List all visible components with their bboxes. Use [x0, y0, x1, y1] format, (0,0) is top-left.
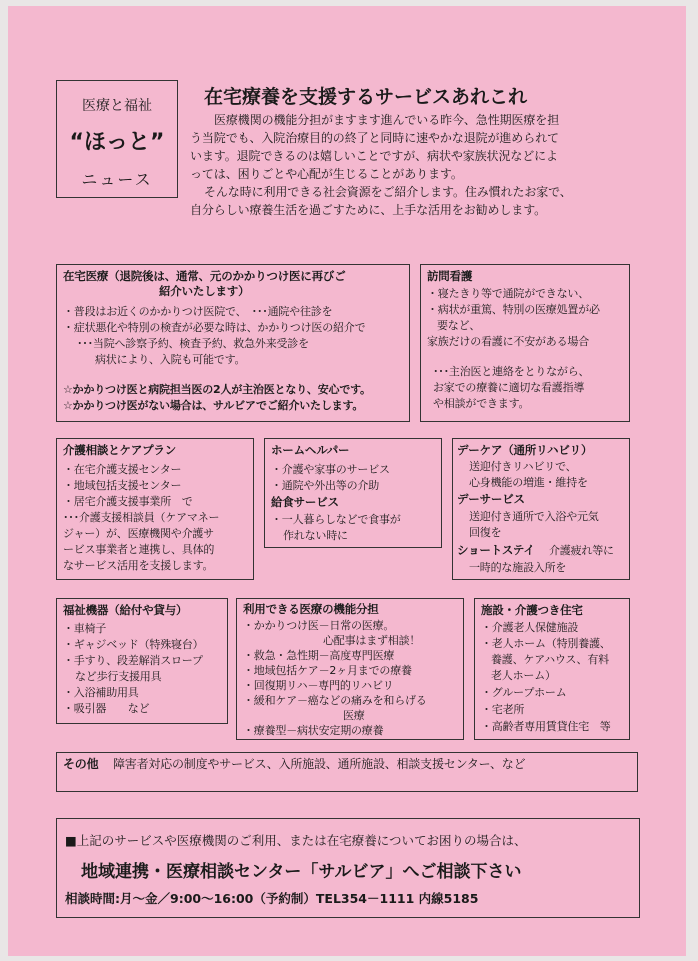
- contact-box: [56, 818, 640, 918]
- meal-service-line: ・一人暮らしなどで食事が: [271, 513, 401, 526]
- medical-functions-box: [236, 598, 464, 740]
- home-nursing-line: ･･･主治医と連絡をとりながら、: [433, 365, 590, 378]
- care-consult-line: ジャー）が、医療機関や介護サ: [63, 527, 214, 540]
- home-helper-line: ・通院や外出等の介助: [271, 479, 379, 492]
- home-nursing-line: 家族だけの看護に不安がある場合: [427, 335, 589, 348]
- facilities-line: ・介護老人保健施設: [481, 621, 579, 634]
- care-consult-line: なサービス活用を支援します。: [63, 559, 214, 572]
- facilities-line: ・グループホーム: [481, 686, 567, 699]
- medical-functions-line: ・回復期リハ－専門的リハビリ: [243, 679, 394, 692]
- home-medical-line: 病状により、入院も可能です。: [95, 353, 246, 366]
- medical-functions-line: ・かかりつけ医－日常の医療。: [243, 619, 395, 632]
- home-medical-note: ☆かかりつけ医と病院担当医の2人が主治医となり、安心です。: [63, 383, 371, 396]
- home-helper-line: ・介護や家事のサービス: [271, 463, 390, 476]
- contact-line3: 相談時間:月～金／9:00～16:00（予約制）TEL354－1111 内線5185: [65, 891, 479, 906]
- day-service-line: 回復を: [469, 526, 502, 539]
- meal-service-heading: 給食サービス: [271, 495, 339, 509]
- home-medical-heading: 在宅医療（退院後は、通常、元のかかりつけ医に再びご: [63, 269, 346, 283]
- welfare-equipment-line: ・車椅子: [63, 622, 107, 635]
- facilities-line: ・高齢者専用賃貸住宅 等: [481, 720, 611, 733]
- home-medical-line: ･･･当院へ診察予約、検査予約、救急外来受診を: [77, 337, 309, 350]
- medical-functions-line: 心配事はまず相談！: [323, 634, 421, 647]
- masthead-line1: 医療と福祉: [82, 98, 152, 114]
- facilities-line: ・老人ホーム（特別養護、: [481, 637, 611, 650]
- care-consult-box: [56, 438, 254, 580]
- welfare-equipment-line: ・ギャジベッド（特殊寝台）: [63, 638, 204, 651]
- contact-line1: ■上記のサービスや医療機関のご利用、または在宅療養についてお困りの場合は、: [65, 833, 527, 848]
- contact-line2: 地域連携・医療相談センター「サルビア」へご相談下さい: [81, 862, 522, 882]
- intro-line: っては、困りごとや心配が生じることがあります。: [190, 167, 463, 181]
- welfare-equipment-heading: 福祉機器（給付や貸与）: [63, 603, 188, 617]
- facilities-heading: 施設・介護つき住宅: [481, 603, 583, 617]
- medical-functions-heading: 利用できる医療の機能分担: [243, 602, 379, 616]
- masthead-line2: “ほっと”: [69, 130, 165, 155]
- welfare-equipment-line: ・吸引器 など: [63, 702, 150, 715]
- home-nursing-line: ・病状が重篤、特別の医療処置が必: [427, 303, 600, 316]
- intro-line: 医療機関の機能分担がますます進んでいる昨今、急性期医療を担: [214, 113, 560, 127]
- facilities-box: [474, 598, 630, 740]
- main-title: 在宅療養を支援するサービスあれこれ: [204, 86, 528, 108]
- medical-functions-line: 医療: [343, 709, 365, 722]
- care-consult-line: ・在宅介護支援センター: [63, 463, 182, 476]
- home-medical-line: ・普段はお近くのかかりつけ医院で、 ･･･通院や往診を: [63, 305, 333, 318]
- facilities-line: 老人ホーム）: [491, 669, 556, 682]
- intro-line: 自分らしい療養生活を過ごすために、上手な活用をお勧めします。: [190, 203, 547, 217]
- day-care-line: 心身機能の増進・維持を: [469, 476, 588, 489]
- short-stay-heading: ショートステイ: [457, 543, 535, 557]
- welfare-equipment-line: ・手すり、段差解消スロープ: [63, 654, 203, 667]
- care-consult-line: ･･･介護支援相談員（ケアマネー: [63, 511, 220, 524]
- welfare-equipment-line: など歩行支援用具: [75, 670, 162, 683]
- intro-line: う当院でも、入院治療目的の終了と同時に速やかな退院が進められて: [190, 131, 559, 145]
- day-service-line: 送迎付き通所で入浴や元気: [469, 510, 599, 523]
- short-stay-line: 一時的な施設入所を: [469, 561, 567, 574]
- home-helper-heading: ホームヘルパー: [271, 443, 350, 457]
- others-box: [56, 752, 638, 792]
- care-consult-line: ービス事業者と連携し、具体的: [63, 543, 215, 556]
- medical-functions-line: ・地域包括ケア－2ヶ月までの療養: [243, 664, 412, 677]
- home-nursing-box: [420, 264, 630, 422]
- day-service-heading: デーサービス: [457, 492, 525, 506]
- home-nursing-heading: 訪問看護: [427, 269, 473, 283]
- others-text: 障害者対応の制度やサービス、入所施設、通所施設、相談支援センター、など: [113, 757, 526, 771]
- care-consult-line: ・居宅介護支援事業所 で: [63, 495, 193, 508]
- others-heading: その他: [63, 757, 99, 771]
- medical-functions-line: ・救急・急性期－高度専門医療: [243, 649, 395, 662]
- home-nursing-line: ・寝たきり等で通院ができない、: [427, 287, 589, 300]
- intro-line: います。退院できるのは嬉しいことですが、病状や家族状況などによ: [190, 149, 558, 163]
- intro-line: そんな時に利用できる社会資源をご紹介します。住み慣れたお家で、: [204, 185, 572, 199]
- home-medical-line: ・症状悪化や特別の検査が必要な時は、かかりつけ医の紹介で: [63, 321, 366, 334]
- day-care-heading: デーケア（通所リハビリ）: [457, 443, 593, 457]
- home-helper-box: [264, 438, 442, 548]
- medical-functions-line: ・緩和ケア－癌などの痛みを和らげる: [243, 694, 427, 707]
- care-consult-heading: 介護相談とケアプラン: [63, 443, 176, 457]
- masthead-box: [56, 80, 178, 198]
- home-medical-heading2: 紹介いたします）: [159, 284, 250, 298]
- newsletter-page: [8, 6, 686, 956]
- medical-functions-line: ・療養型－病状安定期の療養: [243, 724, 384, 737]
- home-nursing-line: お家での療養に適切な看護指導: [433, 381, 585, 394]
- home-nursing-line: 要など、: [437, 319, 481, 332]
- facilities-line: 養護、ケアハウス、有料: [491, 653, 609, 666]
- home-nursing-line: や相談ができます。: [433, 397, 530, 410]
- welfare-equipment-box: [56, 598, 228, 724]
- masthead-line3: ニュース: [81, 170, 153, 189]
- home-medical-box: [56, 264, 410, 422]
- short-stay-heading-rest: 介護疲れ等に: [549, 544, 614, 557]
- facilities-line: ・宅老所: [481, 703, 525, 716]
- day-care-box: [452, 438, 630, 580]
- care-consult-line: ・地域包括支援センター: [63, 479, 182, 492]
- day-care-line: 送迎付きリハビリで、: [469, 460, 577, 473]
- home-medical-note: ☆かかりつけ医がない場合は、サルビアでご紹介いたします。: [63, 399, 364, 412]
- welfare-equipment-line: ・入浴補助用具: [63, 686, 139, 699]
- meal-service-line: 作れない時に: [283, 529, 348, 542]
